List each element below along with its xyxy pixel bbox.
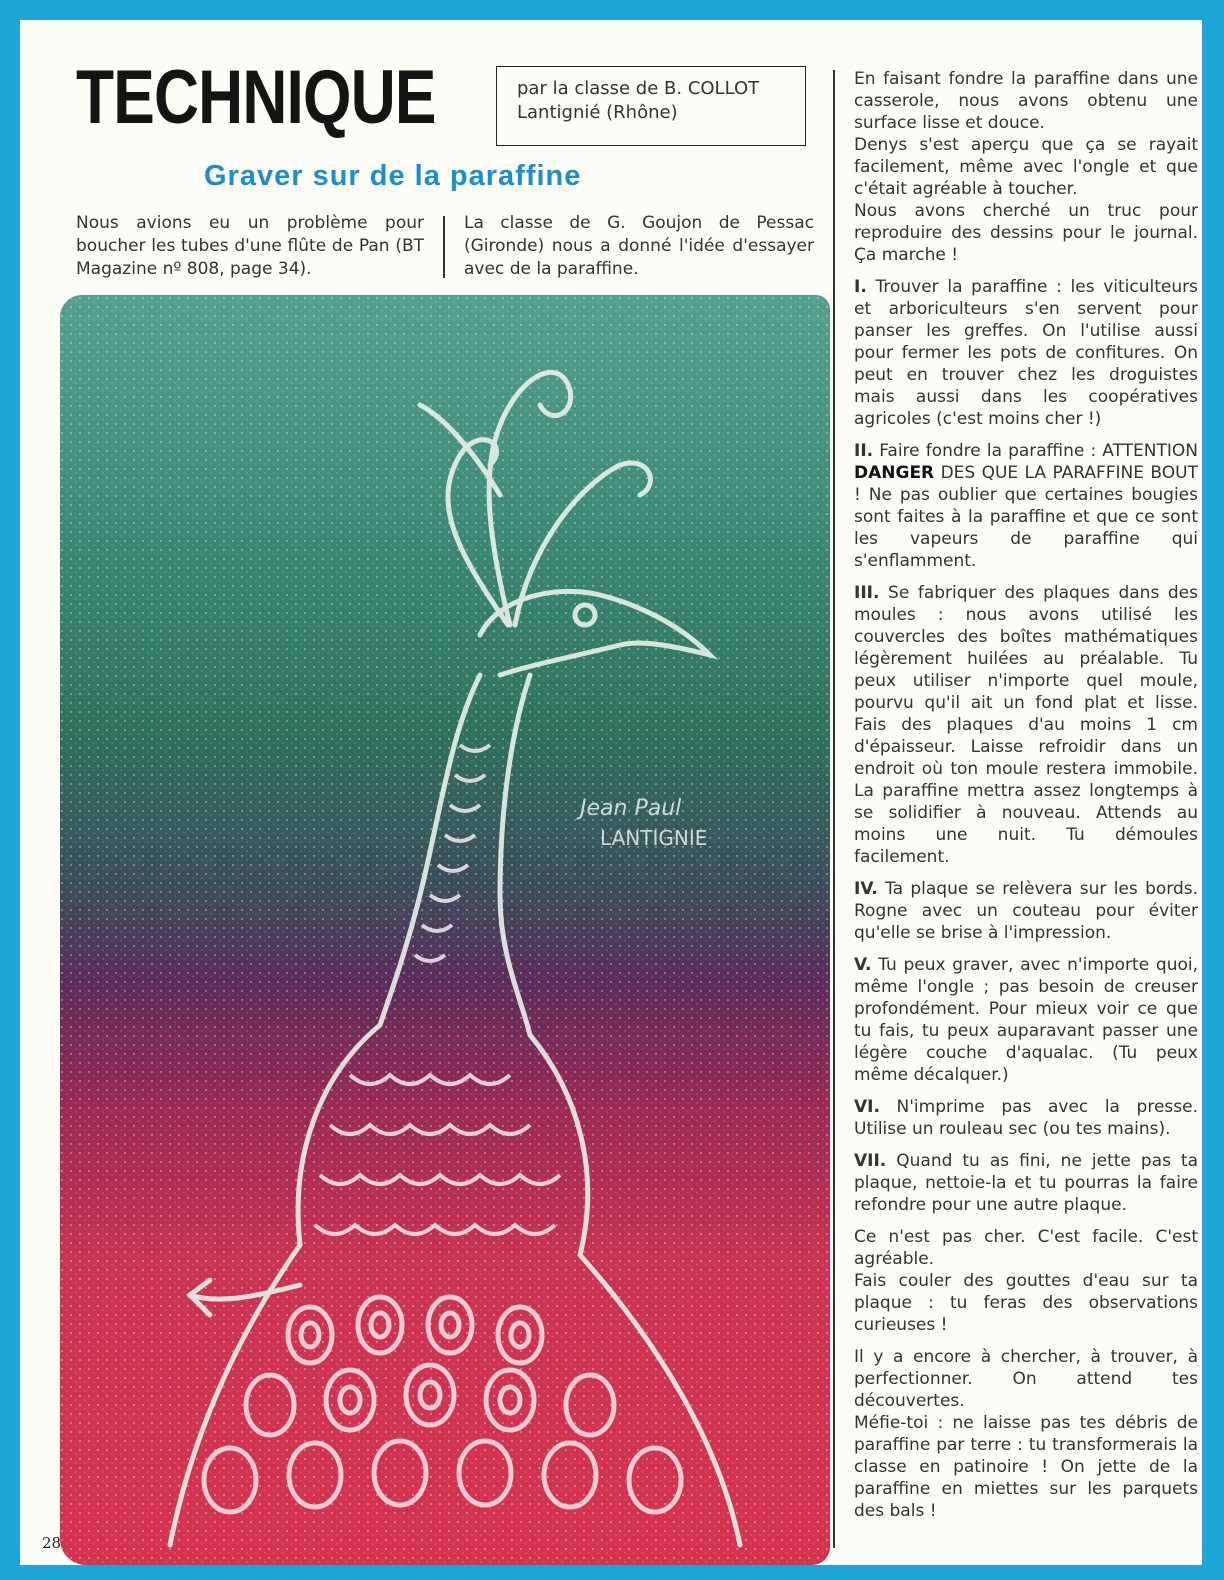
paragraph: Il y a encore à chercher, à trouver, à perfectionner. On attend tes découvertes. xyxy=(854,1347,1198,1411)
page-title: TECHNIQUE xyxy=(76,55,436,140)
step-text: Se fabriquer des plaques dans des moules : nous avons utilisé les couvercles des boîtes mathématiques légèrement huilées au préalable. Tu peux utiliser n'importe quel moule, pourvu qu'il ait un fond plat et lisse. Fais des plaques d'au moins 1 cm d'épaisseur. Laisse refroidir dans un endroit où ton moule restera immobile. La paraffine mettra assez longtemps à se solidifier à nouveau. Attends au moins une nuit. Tu démoules facilement. xyxy=(854,583,1198,867)
byline-class: par la classe de B. COLLOT xyxy=(517,78,760,99)
step-number: II. xyxy=(854,441,874,461)
paragraph: Méfie-toi : ne laisse pas tes débris de paraffine par terre : tu transformerais la classe en patinoire ! On jette de la paraffine en miettes sur les parquets des bals ! xyxy=(854,1413,1198,1521)
step-number: VII. xyxy=(854,1151,887,1171)
danger-word: DANGER xyxy=(854,463,935,483)
peacock-print xyxy=(60,295,830,1565)
magazine-page xyxy=(20,20,1202,1565)
step-5 xyxy=(854,954,1198,1086)
intro-right: La classe de G. Goujon de Pessac (Gironde) nous a donné l'idée d'essayer avec de la paraffine. xyxy=(464,213,814,279)
paragraph: Denys s'est aperçu que ça se rayait facilement, même avec l'ongle et que c'était agréable à toucher. xyxy=(854,135,1198,199)
step-number: IV. xyxy=(854,879,878,899)
step-text: Quand tu as fini, ne jette pas ta plaque, nettoie-la et tu pourras la faire refondre pour une autre plaque. xyxy=(854,1151,1198,1215)
article-subtitle: Graver sur de la paraffine xyxy=(204,160,582,192)
paragraph: Nous avons cherché un truc pour reproduire des dessins pour le journal. Ça marche ! xyxy=(854,201,1198,265)
paragraph: Ce n'est pas cher. C'est facile. C'est agréable. xyxy=(854,1227,1198,1269)
artist-signature-place: LANTIGNIE xyxy=(600,826,708,850)
step-2 xyxy=(854,440,1198,572)
paragraph: Fais couler des gouttes d'eau sur ta plaque : tu feras des observations curieuses ! xyxy=(854,1271,1198,1335)
paragraph: En faisant fondre la paraffine dans une casserole, nous avons obtenu une surface lisse et douce. xyxy=(854,69,1198,133)
intro-left: Nous avions eu un problème pour boucher les tubes d'une flûte de Pan (BT Magazine nº 808, page 34). xyxy=(76,213,424,279)
step-text: Ta plaque se relèvera sur les bords. Rogne avec un couteau pour éviter qu'elle se brise à l'impression. xyxy=(854,879,1199,943)
byline-box xyxy=(496,66,806,146)
step-1 xyxy=(854,276,1198,430)
artist-signature-name: Jean Paul xyxy=(580,796,682,821)
step-number: III. xyxy=(854,583,880,603)
peacock-drawing xyxy=(60,295,830,1565)
step-text: DES QUE LA PARAFFINE BOUT ! Ne pas oublier que certaines bougies sont faites à la paraffine et que ce sont les vapeurs de paraffine qui s'enflamment. xyxy=(854,463,1198,571)
right-column xyxy=(854,68,1198,1522)
step-3 xyxy=(854,582,1198,868)
intro-divider xyxy=(443,216,445,278)
column-divider xyxy=(833,70,835,1548)
step-7 xyxy=(854,1150,1198,1216)
step-text: Tu peux graver, avec n'importe quoi, même l'ongle ; pas besoin de creuser profondément. Pour mieux voir ce que tu fais, tu peux auparavant passer une légère couche d'aqualac. (Tu peux même décalquer.) xyxy=(854,955,1198,1085)
step-6 xyxy=(854,1096,1198,1140)
step-text: Trouver la paraffine : les viticulteurs et arboriculteurs s'en servent pour panser les greffes. On l'utilise aussi pour fermer les pots de confitures. On peut en trouver chez les droguistes mais aussi dans les coopératives agricoles (c'est moins cher !) xyxy=(854,277,1198,429)
step-text: N'imprime pas avec la presse. Utilise un rouleau sec (ou tes mains). xyxy=(854,1097,1199,1139)
step-4 xyxy=(854,878,1198,944)
step-number: VI. xyxy=(854,1097,880,1117)
page-number: 28 xyxy=(42,1534,62,1552)
step-number: I. xyxy=(854,277,867,297)
step-number: V. xyxy=(854,955,872,975)
byline-location: Lantignié (Rhône) xyxy=(517,102,678,123)
step-text: Faire fondre la paraffine : ATTENTION xyxy=(879,441,1198,461)
